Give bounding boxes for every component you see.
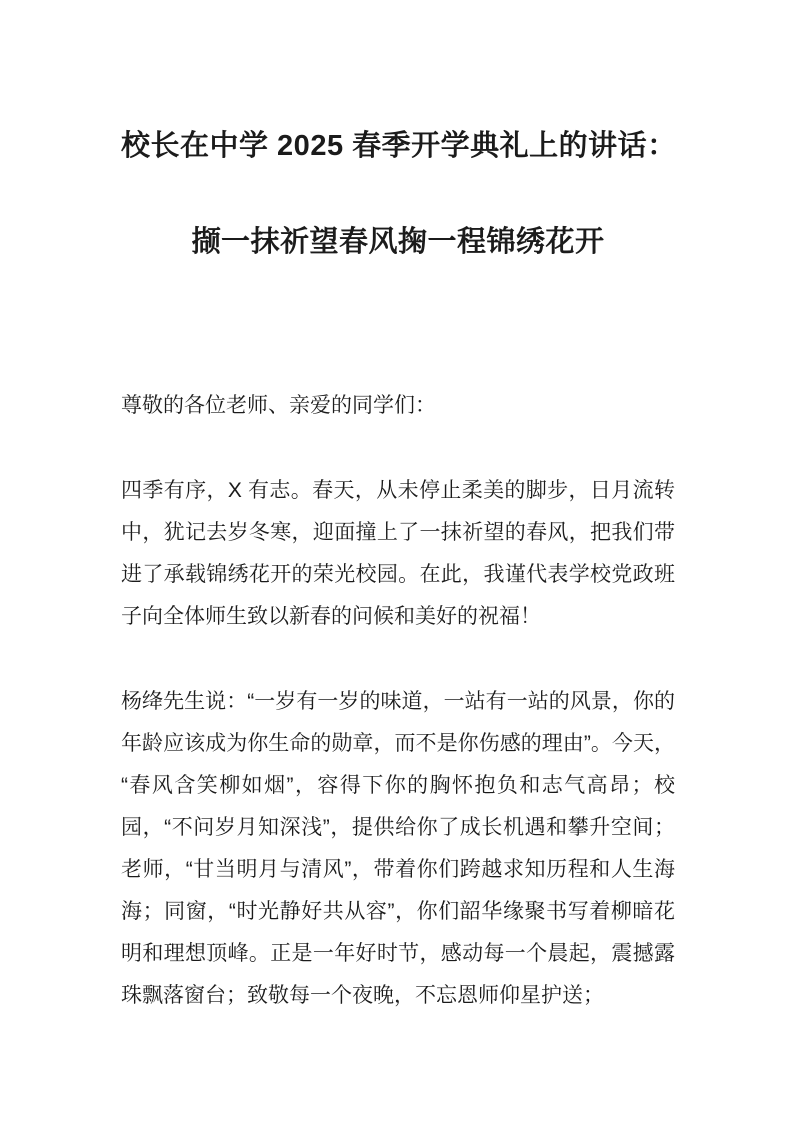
document-title-line-2: 撷一抹祈望春风掬一程锦绣花开 xyxy=(191,226,605,258)
document-title-line-1: 校长在中学 2025 春季开学典礼上的讲话： xyxy=(121,130,677,162)
greeting-line: 尊敬的各位老师、亲爱的同学们： xyxy=(121,394,436,417)
paragraph-1: 四季有序，X 有志。春天，从未停止柔美的脚步，日月流转中，犹记去岁冬寒，迎面撞上了一抹祈望的春风，把我们带进了承载锦绣花开的荣光校园。在此，我谨代表学校党政班子向全体师生致以新春的问候和美好的祝福！ xyxy=(121,479,675,628)
paragraph-2: 杨绛先生说：“一岁有一岁的味道，一站有一站的风景，你的年龄应该成为你生命的勋章，而不是你伤感的理由”。今天，“春风含笑柳如烟”，容得下你的胸怀抱负和志气高昂；校园，“不问岁月知深浅”，提供给你了成长机遇和攀升空间；老师，“甘当明月与清风”，带着你们跨越求知历程和人生海海；同窗，“时光静好共从容”，你们韶华缘聚书写着柳暗花明和理想顶峰。正是一年好时节，感动每一个晨起，震撼露珠飘落窗台；致敬每一个夜晚，不忘恩师仰星护送； xyxy=(121,690,675,1007)
document-body xyxy=(121,385,675,1017)
